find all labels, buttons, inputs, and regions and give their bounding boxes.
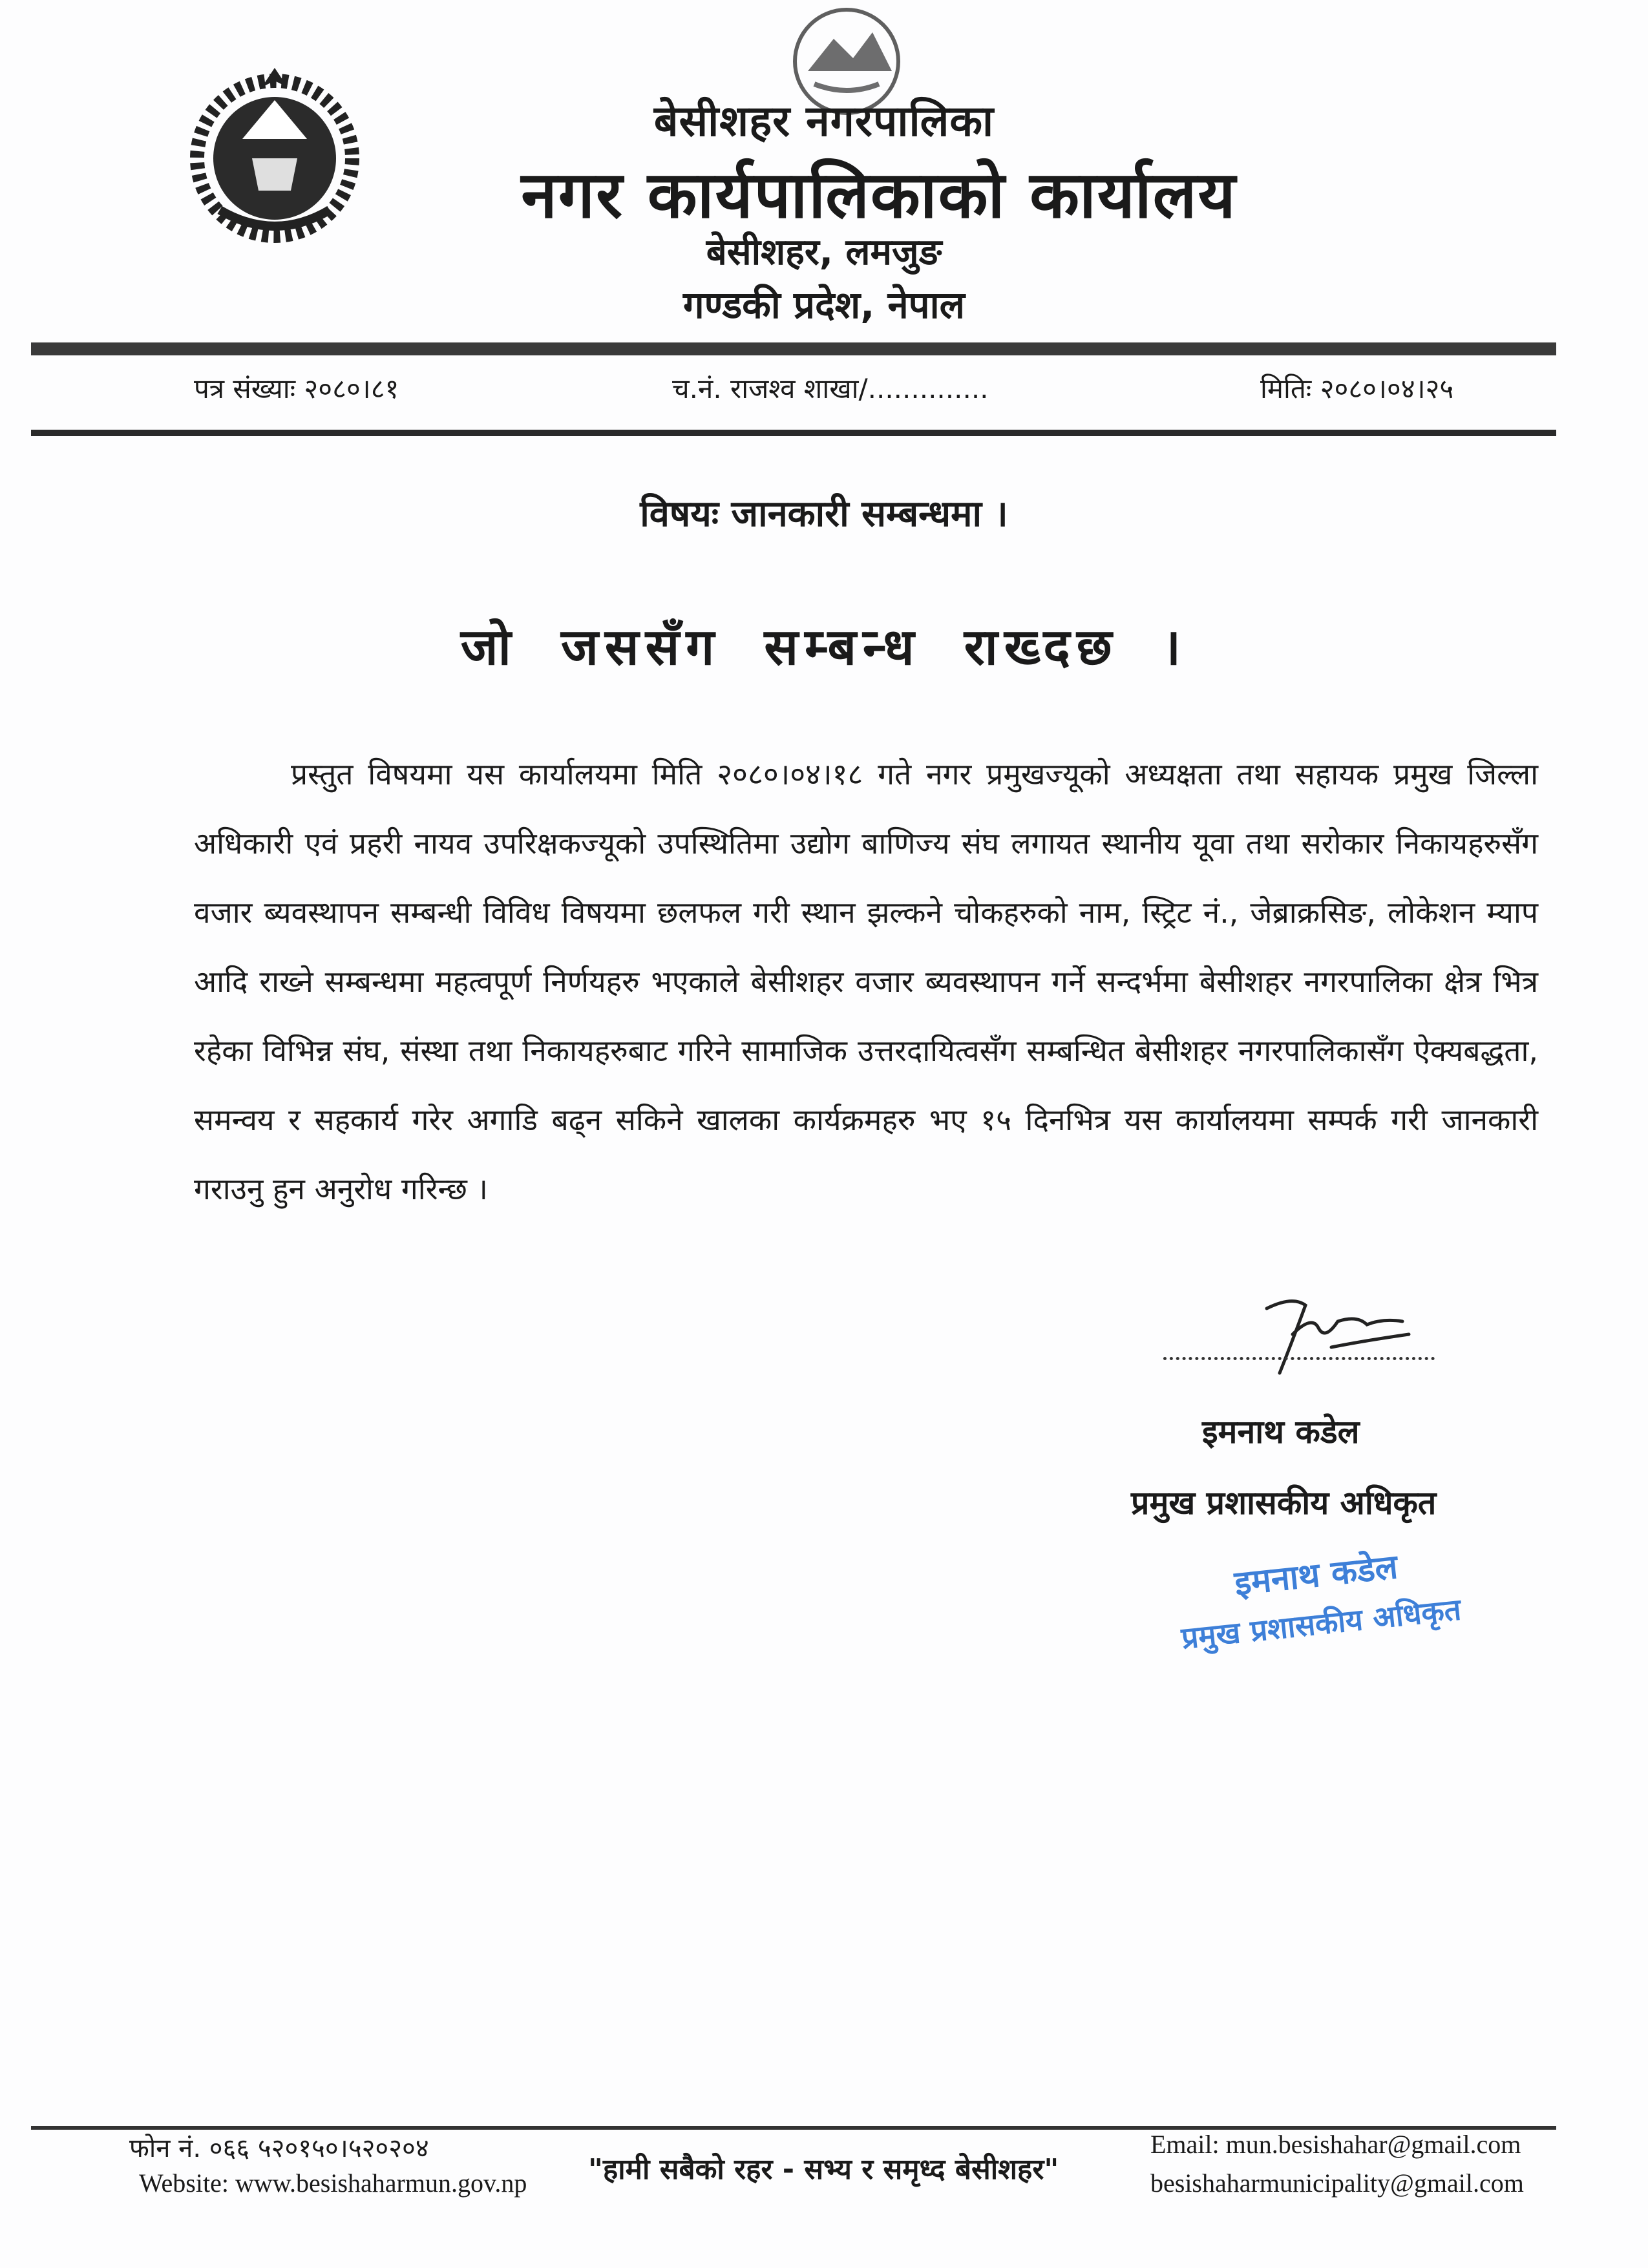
official-stamp	[1146, 1533, 1490, 1661]
signature-line	[1163, 1344, 1435, 1360]
footer-email-secondary: besishaharmunicipality@gmail.com	[1150, 2168, 1524, 2198]
handwritten-signature	[1254, 1289, 1422, 1386]
province-country: गण्डकी प्रदेश, नेपाल	[683, 283, 965, 327]
footer-motto: "हामी सबैको रहर - सभ्य र समृध्द बेसीशहर"	[588, 2153, 1059, 2186]
stamp-title: प्रमुख प्रशासकीय अधिकृत	[1179, 1591, 1463, 1656]
stamp-name: इमनाथ कडेल	[1232, 1548, 1400, 1604]
office-name: नगर कार्यपालिकाको कार्यालय	[521, 157, 1237, 233]
footer-email-primary: Email: mun.besishahar@gmail.com	[1150, 2130, 1521, 2159]
footer-phone: फोन नं. ०६६ ५२०१५०।५२०२०४	[129, 2134, 429, 2163]
municipality-name: बेसीशहर नगरपालिका	[653, 96, 995, 146]
header-divider-thick	[31, 342, 1556, 355]
footer-website: Website: www.besishaharmun.gov.np	[139, 2168, 527, 2198]
dispatch-number: च.नं. राजश्व शाखा/..............	[672, 373, 989, 404]
letter-body: प्रस्तुत विषयमा यस कार्यालयमा मिति २०८०।०४।१८ गते नगर प्रमुखज्यूको अध्यक्षता तथा सहायक प्रमुख जिल्ला अधिकारी एवं प्रहरी नायव उपरिक्षकज्यूको उपस्थितिमा उद्योग बाणिज्य संघ लगायत स्थानीय यूवा तथा सरोकार निकायहरुसँग वजार ब्यवस्थापन सम्बन्धी विविध विषयमा छलफल गरी स्थान झल्कने चोकहरुको नाम, स्ट्रिट नं., जेब्राक्रसिङ, लोकेशन म्याप आदि राख्ने सम्बन्धमा महत्वपूर्ण निर्णयहरु भएकाले बेसीशहर वजार ब्यवस्थापन गर्ने सन्दर्भमा बेसीशहर नगरपालिका क्षेत्र भित्र रहेका विभिन्न संघ, संस्था तथा निकायहरुबाट गरिने सामाजिक उत्तरदायित्वसँग सम्बन्धित बेसीशहर नगरपालिकासँग ऐक्यबद्धता, समन्वय र सहकार्य गरेर अगाडि बढ्न सकिने खालका कार्यक्रमहरु भए १५ दिनभित्र यस कार्यालयमा सम्पर्क गरी जानकारी गराउनु हुन अनुरोध गरिन्छ ।	[194, 757, 1538, 1206]
signatory-title: प्रमुख प्रशासकीय अधिकृत	[1131, 1484, 1437, 1522]
letter-number: पत्र संख्याः २०८०।८१	[194, 373, 399, 404]
letter-date: मितिः २०८०।०४।२५	[1260, 373, 1454, 404]
signatory-name: इमनाथ कडेल	[1202, 1413, 1360, 1451]
office-location: बेसीशहर, लमजुङ	[706, 231, 942, 273]
subject-line: विषयः जानकारी सम्बन्धमा ।	[640, 493, 1008, 535]
header-divider	[31, 430, 1556, 436]
salutation: जो जससँग सम्बन्ध राख्दछ ।	[460, 618, 1188, 677]
